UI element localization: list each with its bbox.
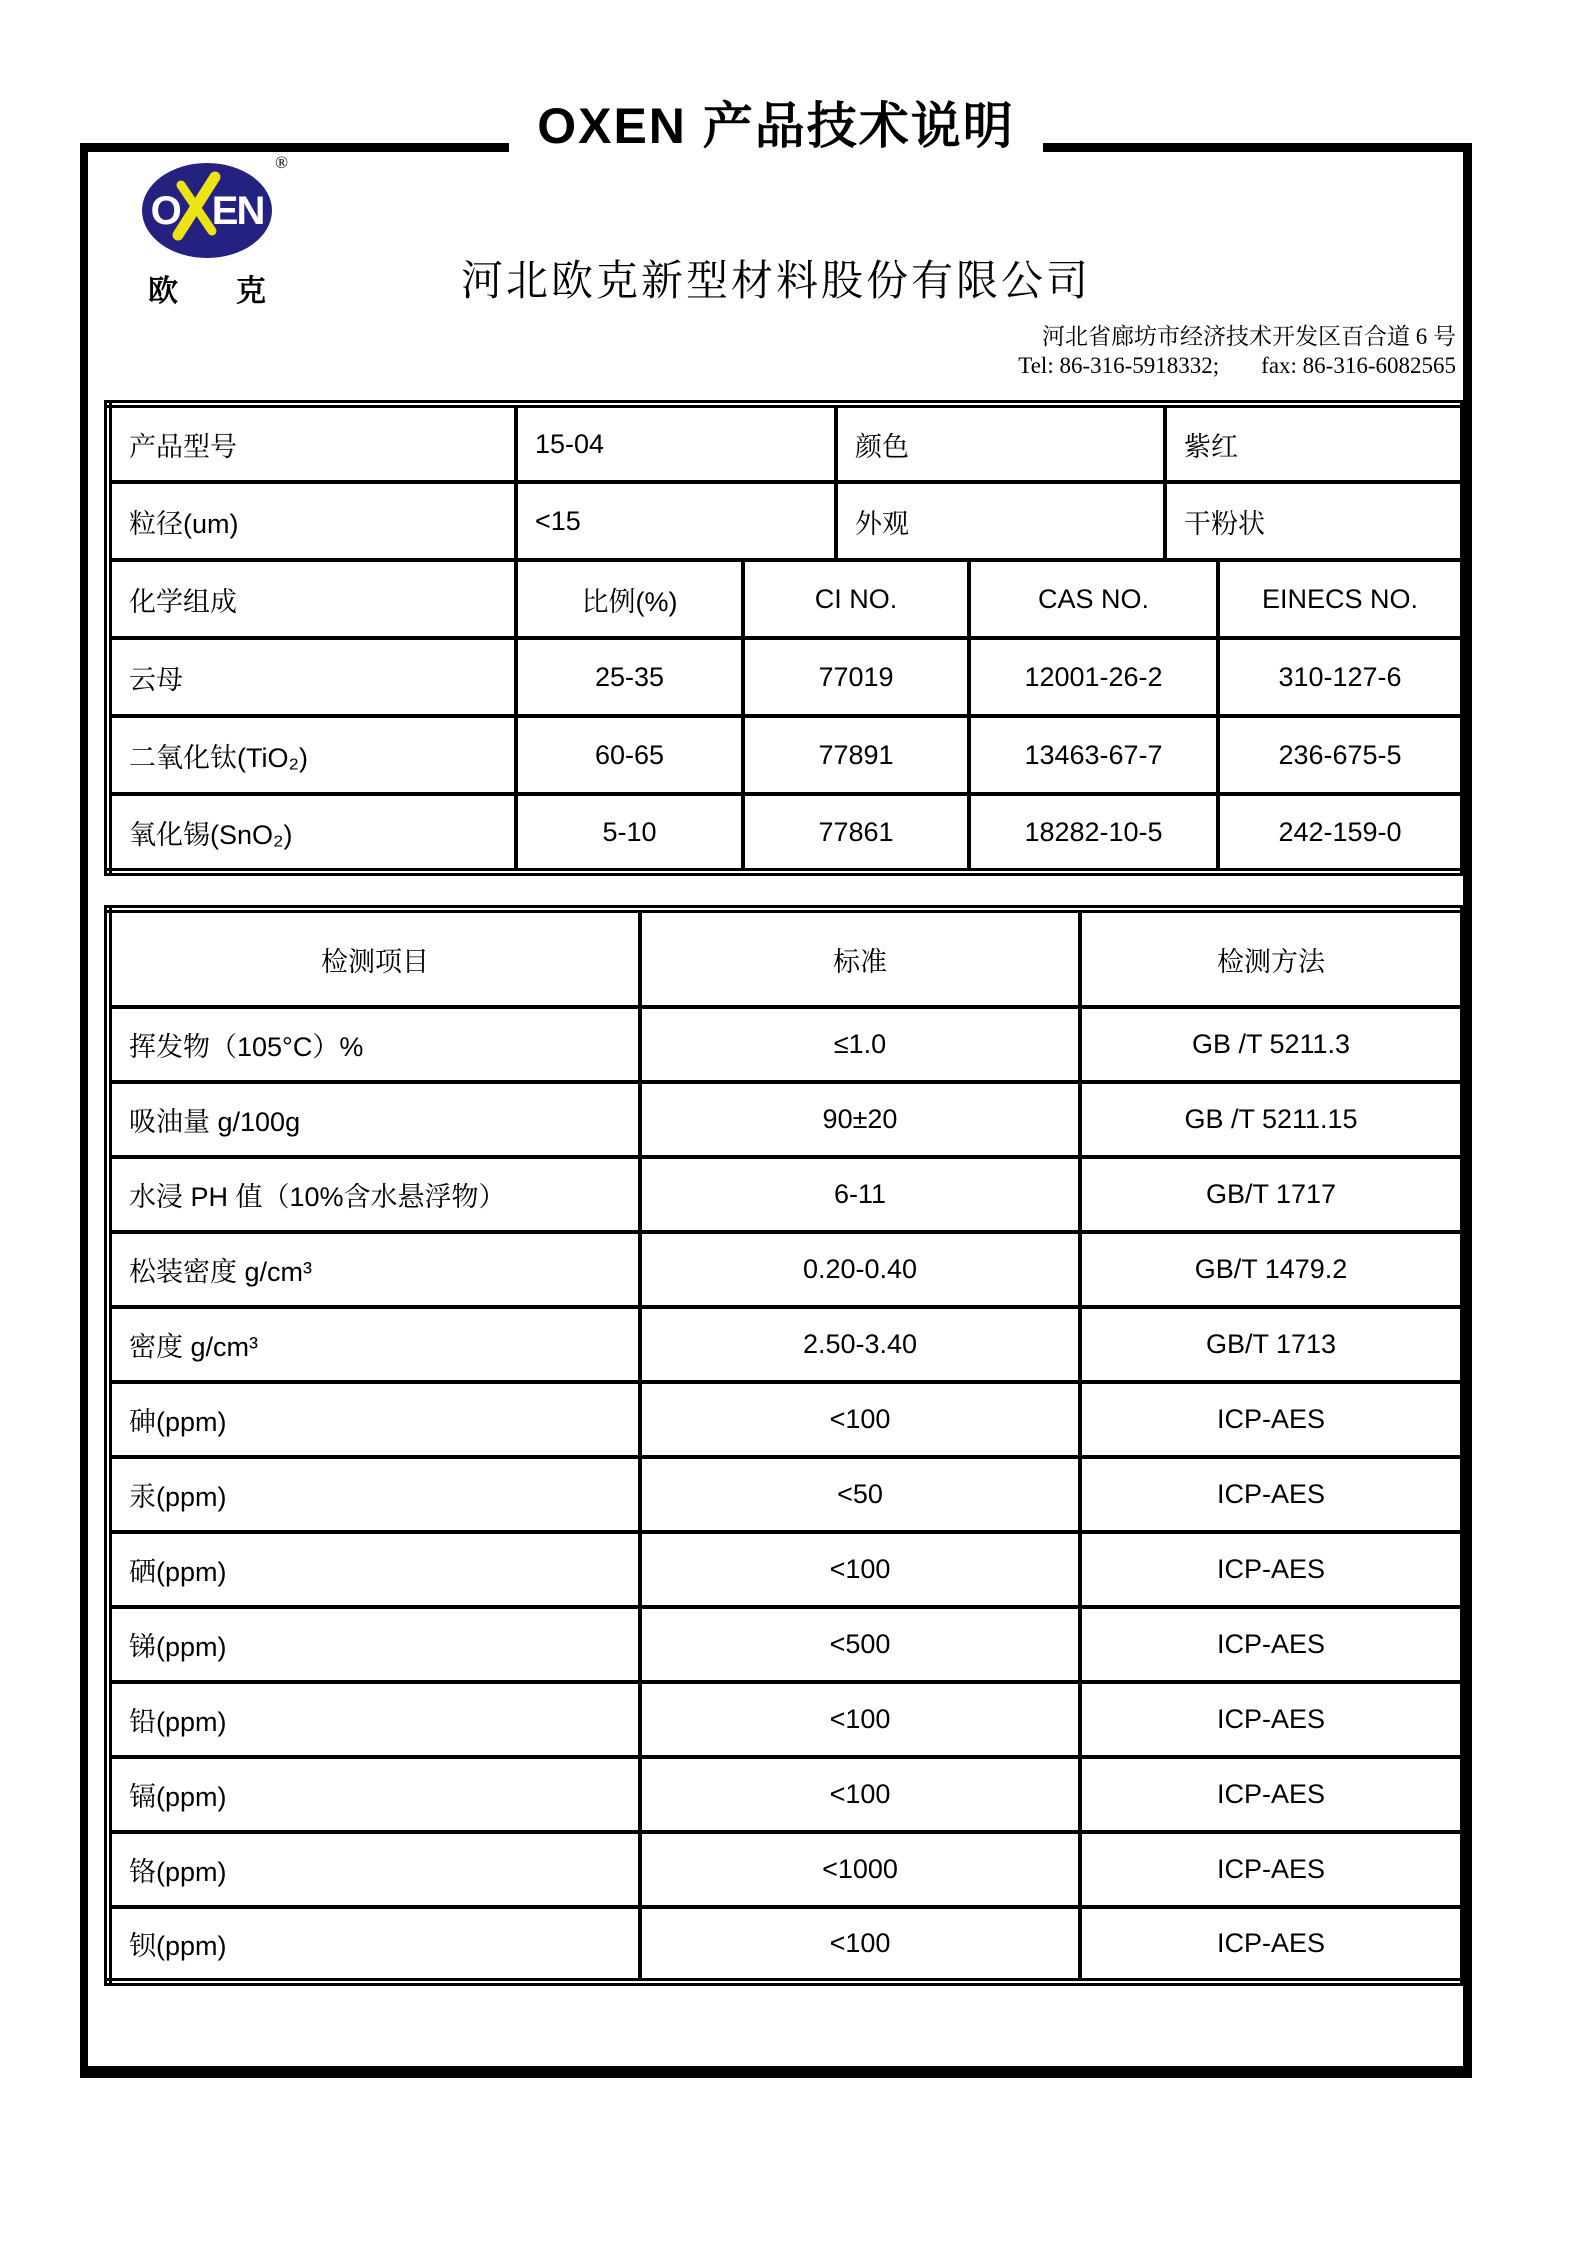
test-standard: <100 [640, 1682, 1080, 1757]
particle-size-label: 粒径(um) [108, 482, 516, 560]
test-header-method: 检测方法 [1080, 909, 1464, 1007]
title-underline-left [80, 143, 509, 152]
test-standard: <50 [640, 1457, 1080, 1532]
composition-name: 云母 [108, 638, 516, 716]
composition-header-einecs: EINECS NO. [1218, 560, 1464, 638]
test-item: 钡(ppm) [108, 1907, 640, 1982]
test-method: ICP-AES [1080, 1682, 1464, 1757]
test-standard: 90±20 [640, 1082, 1080, 1157]
company-name: 河北欧克新型材料股份有限公司 [460, 259, 1091, 305]
color-label: 颜色 [836, 404, 1165, 482]
test-standard: 0.20-0.40 [640, 1232, 1080, 1307]
test-header-standard: 标准 [640, 909, 1080, 1007]
composition-ratio: 60-65 [516, 716, 743, 794]
composition-einecs: 310-127-6 [1218, 638, 1464, 716]
test-standard: 2.50-3.40 [640, 1307, 1080, 1382]
table-row [108, 1607, 1464, 1682]
oxen-logo-text [151, 175, 264, 247]
company-fax: fax: 86-316-6082565 [1261, 353, 1456, 378]
table-row [108, 1832, 1464, 1907]
color-value: 紫红 [1165, 404, 1464, 482]
table-header-row [108, 560, 1464, 638]
test-method: ICP-AES [1080, 1757, 1464, 1832]
table-row [108, 1457, 1464, 1532]
particle-size-value: <15 [516, 482, 836, 560]
test-method: GB /T 5211.15 [1080, 1082, 1464, 1157]
composition-ci: 77861 [743, 794, 969, 872]
composition-name: 二氧化钛(TiO₂) [108, 716, 516, 794]
test-method: ICP-AES [1080, 1907, 1464, 1982]
table-row [108, 1682, 1464, 1757]
registered-trademark-icon: ® [275, 153, 288, 172]
test-method: ICP-AES [1080, 1382, 1464, 1457]
test-item: 硒(ppm) [108, 1532, 640, 1607]
company-contact-block [1018, 322, 1456, 380]
oxen-logo-ellipse [142, 153, 288, 258]
test-item: 松装密度 g/cm³ [108, 1232, 640, 1307]
table-header-row [108, 909, 1464, 1007]
test-item: 汞(ppm) [108, 1457, 640, 1532]
composition-header-ratio: 比例(%) [516, 560, 743, 638]
table-row [108, 794, 1464, 872]
table-row [108, 716, 1464, 794]
test-item: 镉(ppm) [108, 1757, 640, 1832]
test-items-table [104, 905, 1468, 1986]
test-method: GB/T 1713 [1080, 1307, 1464, 1382]
logo-letter-o: O [150, 188, 180, 233]
test-item: 挥发物（105°C）% [108, 1007, 640, 1082]
test-standard: <100 [640, 1532, 1080, 1607]
title-underline-right [1043, 143, 1472, 152]
table-row [108, 482, 1464, 560]
yellow-x-star-icon [174, 169, 218, 241]
test-item: 吸油量 g/100g [108, 1082, 640, 1157]
test-standard: <500 [640, 1607, 1080, 1682]
test-standard: <1000 [640, 1832, 1080, 1907]
table-row [108, 1532, 1464, 1607]
composition-header-cas: CAS NO. [969, 560, 1218, 638]
table-row [108, 638, 1464, 716]
test-method: ICP-AES [1080, 1457, 1464, 1532]
company-tel: Tel: 86-316-5918332; [1018, 353, 1220, 378]
table-row [108, 1757, 1464, 1832]
composition-cas: 12001-26-2 [969, 638, 1218, 716]
company-tel-fax [1018, 351, 1456, 380]
company-address: 河北省廊坊市经济技术开发区百合道 6 号 [1042, 324, 1456, 349]
composition-cas: 18282-10-5 [969, 794, 1218, 872]
table-row [108, 404, 1464, 482]
masthead [80, 56, 1472, 152]
logo-letters-en: EN [211, 188, 264, 233]
product-spec-table [104, 400, 1468, 876]
test-method: GB/T 1717 [1080, 1157, 1464, 1232]
table-row [108, 1382, 1464, 1457]
appearance-value: 干粉状 [1165, 482, 1464, 560]
table-row [108, 1232, 1464, 1307]
composition-einecs: 242-159-0 [1218, 794, 1464, 872]
composition-ratio: 25-35 [516, 638, 743, 716]
table-row [108, 1007, 1464, 1082]
test-method: ICP-AES [1080, 1532, 1464, 1607]
test-method: ICP-AES [1080, 1832, 1464, 1907]
composition-name: 氧化锡(SnO₂) [108, 794, 516, 872]
logo-caption-char1: 欧 [148, 275, 178, 308]
product-model-label: 产品型号 [108, 404, 516, 482]
composition-cas: 13463-67-7 [969, 716, 1218, 794]
test-standard: <100 [640, 1382, 1080, 1457]
test-item: 铬(ppm) [108, 1832, 640, 1907]
test-method: ICP-AES [1080, 1607, 1464, 1682]
test-item: 锑(ppm) [108, 1607, 640, 1682]
table-row [108, 1907, 1464, 1982]
product-model-value: 15-04 [516, 404, 836, 482]
appearance-label: 外观 [836, 482, 1165, 560]
table-row [108, 1082, 1464, 1157]
test-item: 水浸 PH 值（10%含水悬浮物） [108, 1157, 640, 1232]
test-item: 铅(ppm) [108, 1682, 640, 1757]
composition-header-ci: CI NO. [743, 560, 969, 638]
test-item: 密度 g/cm³ [108, 1307, 640, 1382]
composition-einecs: 236-675-5 [1218, 716, 1464, 794]
composition-ratio: 5-10 [516, 794, 743, 872]
page-title: OXEN 产品技术说明 [537, 97, 1015, 154]
composition-ci: 77891 [743, 716, 969, 794]
table-row [108, 1307, 1464, 1382]
test-item: 砷(ppm) [108, 1382, 640, 1457]
test-standard: 6-11 [640, 1157, 1080, 1232]
composition-header-name: 化学组成 [108, 560, 516, 638]
test-standard: <100 [640, 1907, 1080, 1982]
test-standard: <100 [640, 1757, 1080, 1832]
logo-caption-char2: 克 [236, 275, 266, 308]
test-method: GB/T 1479.2 [1080, 1232, 1464, 1307]
test-header-item: 检测项目 [108, 909, 640, 1007]
test-method: GB /T 5211.3 [1080, 1007, 1464, 1082]
table-row [108, 1157, 1464, 1232]
test-standard: ≤1.0 [640, 1007, 1080, 1082]
composition-ci: 77019 [743, 638, 969, 716]
